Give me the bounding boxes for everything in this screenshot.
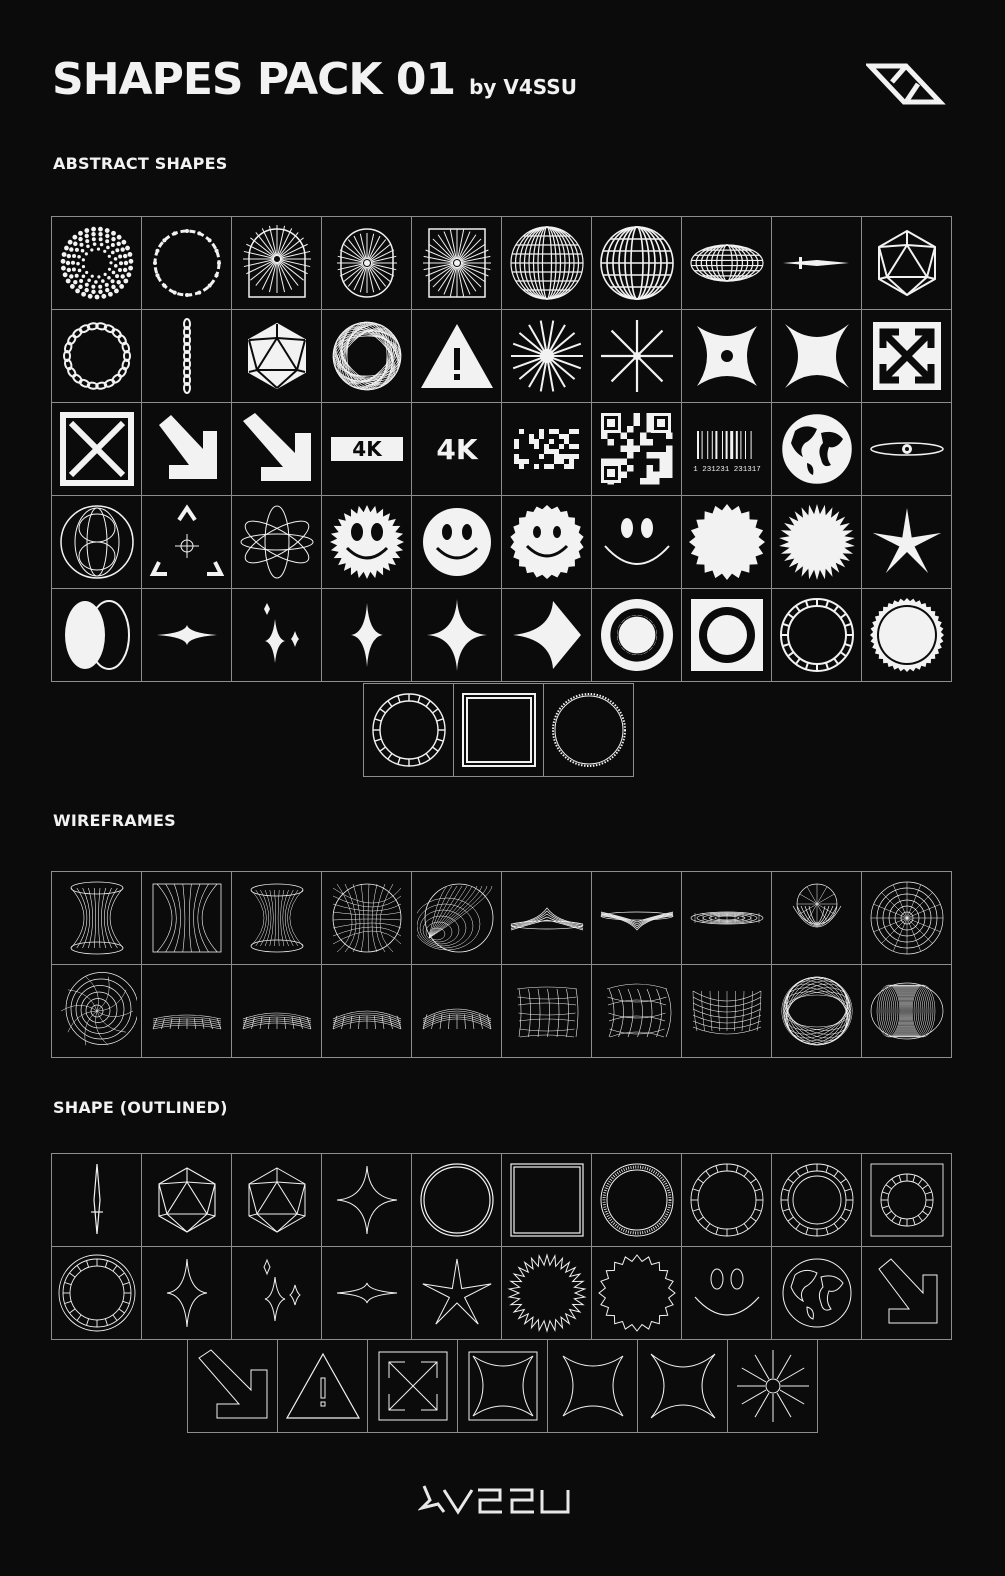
greek-ring-filled-icon (597, 595, 677, 675)
shape-tile (502, 1247, 592, 1340)
shape-tile (772, 310, 862, 403)
smiley-open-icon (597, 502, 677, 582)
wire-ellipsoid-icon (687, 223, 767, 303)
spiky-badge-icon (777, 502, 857, 582)
shape-tile (592, 965, 682, 1058)
five-petal-outline-icon (417, 1253, 497, 1333)
beaded-ring-icon (147, 223, 227, 303)
badge-4k-text: 4K (351, 437, 382, 461)
shape-tile (52, 310, 142, 403)
shape-tile (862, 965, 952, 1058)
shape-tile (862, 872, 952, 965)
shape-tile (592, 310, 682, 403)
shape-tile (682, 1154, 772, 1247)
arrow-down-right-icon (147, 409, 227, 489)
wire-hill-terrain-icon (237, 971, 317, 1051)
outlined-shapes-grid (51, 1153, 952, 1340)
footer-logo-icon (418, 1478, 583, 1520)
shape-tile (728, 1340, 818, 1433)
sparkle-trio-outline-icon (237, 1253, 317, 1333)
shape-tile (232, 496, 322, 589)
shape-tile (592, 217, 682, 310)
wire-hourglass-box-icon (147, 878, 227, 958)
section-label-outlined: SHAPE (OUTLINED) (53, 1098, 228, 1117)
greek-ring-outline-a-icon (687, 1160, 767, 1240)
shape-tile (232, 1247, 322, 1340)
wireframes-grid (51, 871, 952, 1058)
sunburst-outline-icon (733, 1346, 813, 1426)
shape-tile (52, 589, 142, 682)
shape-tile (52, 1247, 142, 1340)
barcode-digits: 1 231231 231317 (692, 466, 761, 474)
wire-teardrop-icon (777, 878, 857, 958)
shape-tile (412, 965, 502, 1058)
sparkle-long-icon (417, 595, 497, 675)
shape-tile (502, 965, 592, 1058)
shape-tile (142, 217, 232, 310)
greek-ring-icon (777, 595, 857, 675)
four-point-cross-alt-icon (777, 316, 857, 396)
capsule-sunburst-icon (327, 223, 407, 303)
shape-tile (592, 872, 682, 965)
double-square-outline-icon (507, 1160, 587, 1240)
icosahedron-outline-alt-icon (237, 1160, 317, 1240)
wire-flat-terrain-icon (147, 971, 227, 1051)
crosshair-triangle-icon (147, 502, 227, 582)
title-byline: by V4SSU (469, 75, 577, 99)
abstract-shapes-grid (51, 216, 952, 682)
wire-mound-terrain-icon (417, 971, 497, 1051)
sparkle-outline-flat-icon (327, 1253, 407, 1333)
shape-tile (458, 1340, 548, 1433)
dotted-circle-icon (57, 223, 137, 303)
smiley-outline-icon (687, 1253, 767, 1333)
shape-tile (682, 310, 772, 403)
shape-tile (772, 403, 862, 496)
brand-mark-icon (866, 62, 946, 110)
rect-sunburst-icon (417, 223, 497, 303)
wire-radar-circle-icon (867, 878, 947, 958)
shape-tile (142, 965, 232, 1058)
five-petal-star-icon (867, 502, 947, 582)
shape-tile (862, 589, 952, 682)
wire-hourglass-round-icon (237, 878, 317, 958)
abstract-shapes-extra-grid (363, 683, 634, 777)
shape-tile (232, 872, 322, 965)
shape-tile (502, 589, 592, 682)
shape-tile (862, 217, 952, 310)
shape-tile (322, 965, 412, 1058)
shape-tile (412, 403, 502, 496)
chain-strand-icon (147, 316, 227, 396)
shape-tile (232, 589, 322, 682)
shape-tile (412, 310, 502, 403)
dagger-icon (777, 223, 857, 303)
starburst-icon (507, 316, 587, 396)
spiky-badge-outline-icon (507, 1253, 587, 1333)
wire-globe-icon (597, 223, 677, 303)
section-label-abstract: ABSTRACT SHAPES (53, 154, 228, 173)
earth-globe-icon (777, 409, 857, 489)
qr-code-wide-icon (507, 409, 587, 489)
shape-tile (592, 496, 682, 589)
shape-tile (52, 872, 142, 965)
shape-tile (232, 403, 322, 496)
shape-tile (52, 217, 142, 310)
shape-tile (502, 217, 592, 310)
off-white-arrows-icon (867, 316, 947, 396)
sparkle-four-point-icon (327, 595, 407, 675)
wire-sphere-icon (507, 223, 587, 303)
shape-tile (142, 310, 232, 403)
arrow-down-right-alt-icon (237, 409, 317, 489)
shape-tile (52, 403, 142, 496)
shape-tile (862, 1154, 952, 1247)
shape-tile (502, 872, 592, 965)
smiley-badge-icon (507, 502, 587, 582)
shape-tile (772, 217, 862, 310)
shape-tile (592, 403, 682, 496)
qr-code-icon (597, 409, 677, 489)
sparkle-trio-icon (237, 595, 317, 675)
shape-tile (142, 589, 232, 682)
shape-tile (682, 965, 772, 1058)
shape-tile (454, 684, 544, 777)
dotted-circle-frame-icon (549, 690, 629, 770)
shape-tile (142, 872, 232, 965)
shape-tile (772, 1247, 862, 1340)
shape-tile (772, 965, 862, 1058)
shape-tile (322, 1154, 412, 1247)
sparkle-arrow-icon (507, 595, 587, 675)
greek-square-icon (687, 595, 767, 675)
shape-tile (142, 496, 232, 589)
greek-ring-outline-icon (369, 690, 449, 770)
off-white-outline-icon (373, 1346, 453, 1426)
shape-tile (322, 403, 412, 496)
greek-square-outline-icon (867, 1160, 947, 1240)
shape-tile (412, 872, 502, 965)
orbital-circle-icon (57, 502, 137, 582)
shape-tile (232, 310, 322, 403)
shape-tile (52, 965, 142, 1058)
asterisk-star-icon (597, 316, 677, 396)
shape-tile (322, 589, 412, 682)
shape-tile (142, 403, 232, 496)
shape-tile (638, 1340, 728, 1433)
wire-twisted-sphere-icon (417, 878, 497, 958)
badge-4k-icon (417, 409, 497, 489)
shape-tile (772, 496, 862, 589)
shape-tile (322, 496, 412, 589)
shape-tile (412, 589, 502, 682)
shape-tile (772, 1154, 862, 1247)
shape-tile (682, 872, 772, 965)
shape-tile (368, 1340, 458, 1433)
icosahedron-icon (867, 223, 947, 303)
dagger-outline-icon (57, 1160, 137, 1240)
spiral-torus-icon (327, 316, 407, 396)
shape-tile (682, 217, 772, 310)
shape-tile (232, 965, 322, 1058)
shape-tile (142, 1154, 232, 1247)
wire-warped-sphere-icon (327, 878, 407, 958)
shape-tile (322, 1247, 412, 1340)
wire-cloth-plane-icon (507, 971, 587, 1051)
shape-tile (52, 1154, 142, 1247)
shape-tile (772, 872, 862, 965)
shape-tile (502, 1154, 592, 1247)
shape-tile (862, 403, 952, 496)
shape-tile (862, 310, 952, 403)
wire-wave-terrain-icon (327, 971, 407, 1051)
shape-tile (188, 1340, 278, 1433)
double-circle-outline-icon (417, 1160, 497, 1240)
four-point-cross-icon (687, 316, 767, 396)
shape-tile (412, 1154, 502, 1247)
shape-tile (548, 1340, 638, 1433)
smiley-flower-icon (327, 502, 407, 582)
wire-dip-plane-icon (597, 878, 677, 958)
shape-tile (682, 1247, 772, 1340)
shape-tile (364, 684, 454, 777)
barcode-icon (687, 409, 767, 489)
wire-hourglass-cylinder-icon (57, 878, 137, 958)
smiley-face-icon (417, 502, 497, 582)
shape-tile (682, 589, 772, 682)
shape-tile (592, 1154, 682, 1247)
shape-tile (502, 496, 592, 589)
shape-tile (412, 1247, 502, 1340)
shape-tile (322, 310, 412, 403)
four-point-outline-icon (553, 1346, 633, 1426)
wire-fold-plane-icon (597, 971, 677, 1051)
arrow-outline-alt-icon (193, 1346, 273, 1426)
wire-peak-plane-icon (507, 878, 587, 958)
shape-tile (322, 217, 412, 310)
shape-tile (862, 1247, 952, 1340)
wavy-badge-icon (687, 502, 767, 582)
wire-flat-disc-icon (687, 878, 767, 958)
shape-tile (278, 1340, 368, 1433)
filled-icosahedron-icon (237, 316, 317, 396)
eye-ellipse-icon (867, 409, 947, 489)
wavy-badge-outline-icon (597, 1253, 677, 1333)
shape-tile (502, 310, 592, 403)
shape-tile (592, 589, 682, 682)
wire-saddle-plane-icon (687, 971, 767, 1051)
dotted-ring-outline-icon (597, 1160, 677, 1240)
badge-4k-box-icon (327, 409, 407, 489)
shape-tile (502, 403, 592, 496)
four-point-outline-alt-icon (643, 1346, 723, 1426)
shape-tile (52, 496, 142, 589)
shape-tile (544, 684, 634, 777)
scalloped-ring-icon (867, 595, 947, 675)
wire-torus-front-icon (777, 971, 857, 1051)
shape-tile (862, 496, 952, 589)
arch-sunburst-icon (237, 223, 317, 303)
shape-tile (142, 1247, 232, 1340)
outlined-shapes-extra-grid (187, 1339, 818, 1433)
title-main: SHAPES PACK 01 (52, 54, 456, 105)
shape-tile (232, 1154, 322, 1247)
shape-tile (322, 872, 412, 965)
earth-outline-icon (777, 1253, 857, 1333)
shape-tile (772, 589, 862, 682)
sparkle-flat-icon (147, 595, 227, 675)
sparkle-outline-icon (327, 1160, 407, 1240)
arrow-outline-icon (867, 1253, 947, 1333)
badge-4k-text: 4K (435, 433, 478, 466)
shape-tile (412, 217, 502, 310)
wire-spiral-disc-icon (57, 971, 137, 1051)
ovals-pair-icon (57, 595, 137, 675)
shape-tile (682, 496, 772, 589)
warning-triangle-icon (417, 316, 497, 396)
greek-ring-outline-b-icon (777, 1160, 857, 1240)
shape-tile (412, 496, 502, 589)
shape-tile (682, 403, 772, 496)
greek-ring-outline-c-icon (57, 1253, 137, 1333)
atom-orbit-icon (237, 502, 317, 582)
double-square-frame-icon (459, 690, 539, 770)
wire-torus-side-icon (867, 971, 947, 1051)
icosahedron-outline-icon (147, 1160, 227, 1240)
warning-outline-icon (283, 1346, 363, 1426)
page-title (52, 54, 577, 105)
shape-tile (232, 217, 322, 310)
off-white-arrows-outline-icon (57, 409, 137, 489)
off-white-outline-alt-icon (463, 1346, 543, 1426)
section-label-wireframes: WIREFRAMES (53, 811, 176, 830)
chain-ring-icon (57, 316, 137, 396)
shape-tile (592, 1247, 682, 1340)
sparkle-outline-tall-icon (147, 1253, 227, 1333)
